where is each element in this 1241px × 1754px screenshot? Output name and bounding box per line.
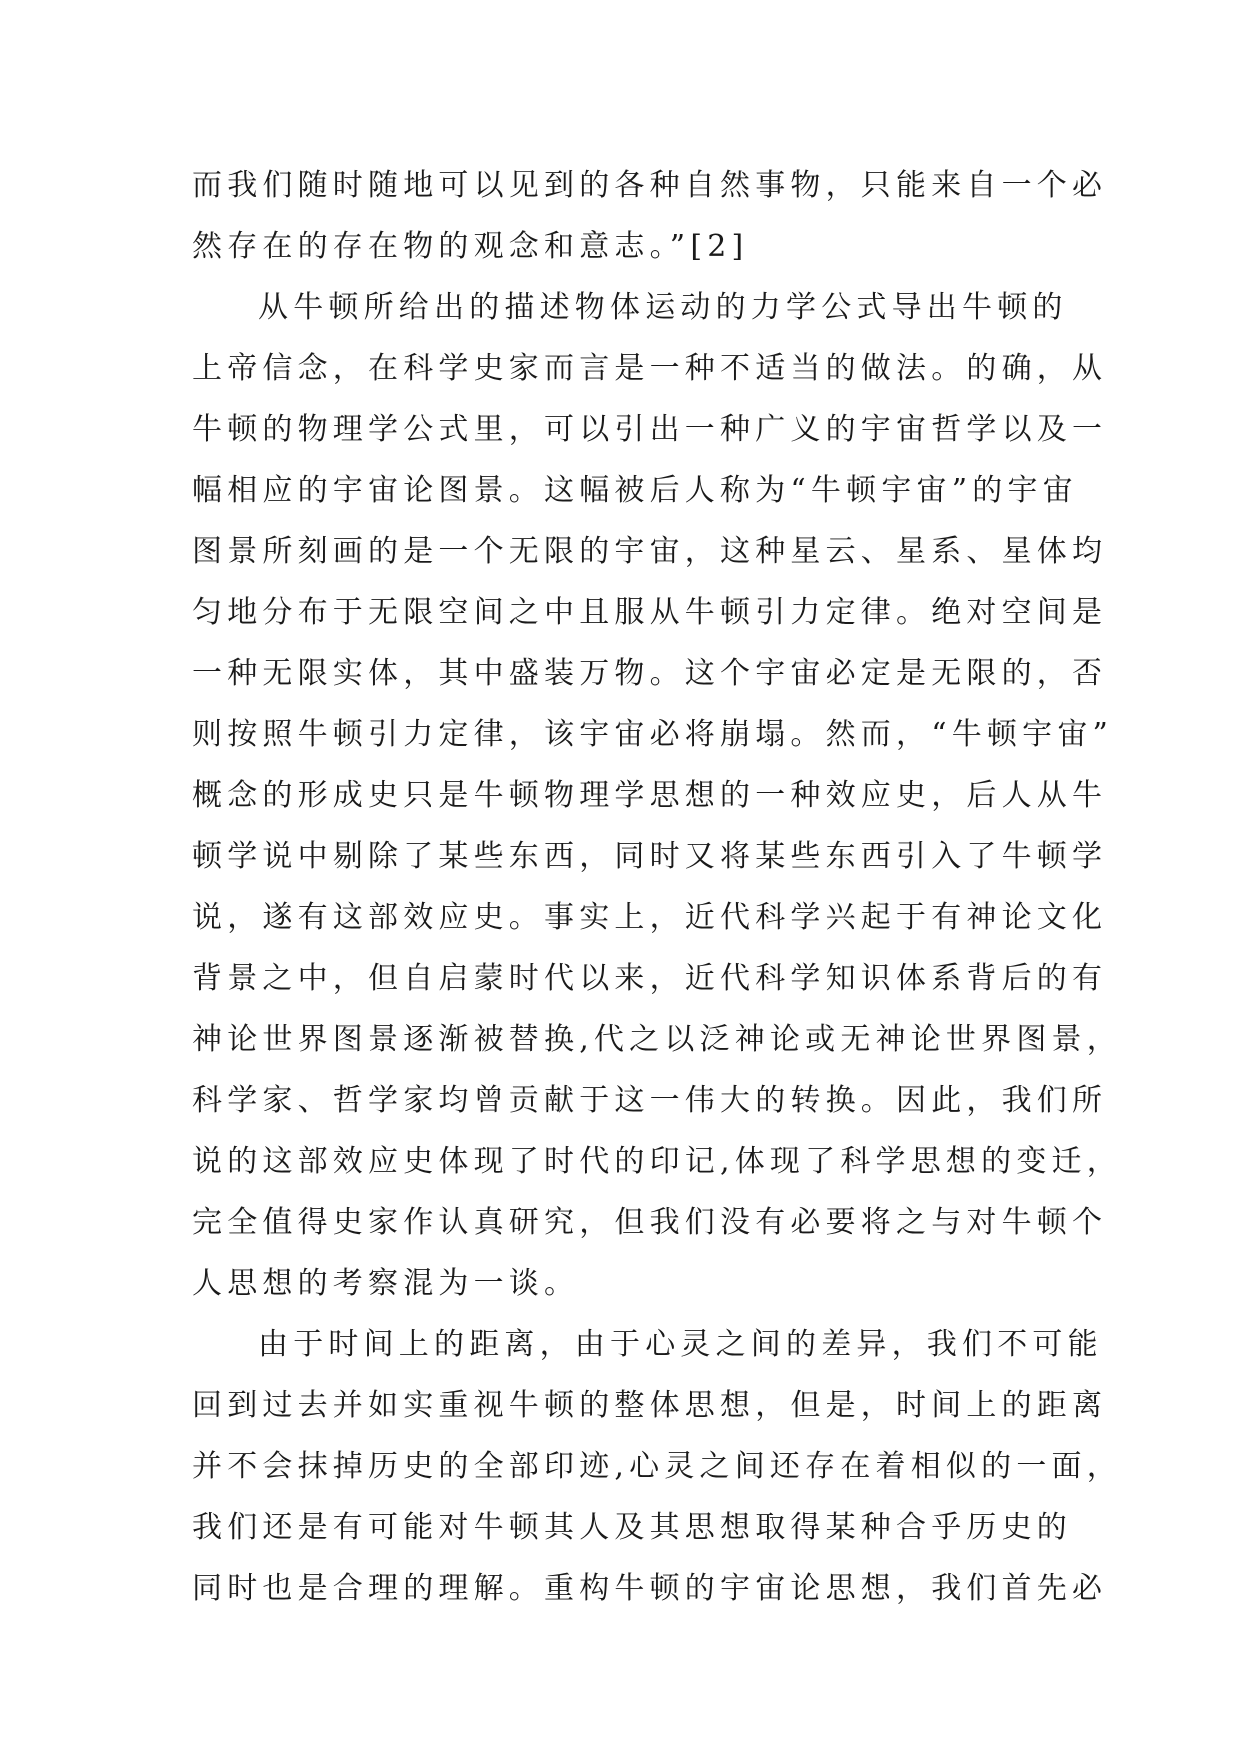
text-line: 则按照牛顿引力定律，该宇宙必将崩塌。然而，“牛顿宇宙” bbox=[192, 717, 1114, 752]
text-line: 由于时间上的距离，由于心灵之间的差异，我们不可能 bbox=[258, 1327, 1103, 1362]
body-text bbox=[192, 155, 1122, 1619]
text-line: 神论世界图景逐渐被替换,代之以泛神论或无神论世界图景， bbox=[192, 1022, 1122, 1057]
text-line: 从牛顿所给出的描述物体运动的力学公式导出牛顿的 bbox=[258, 290, 1068, 325]
text-line: 而我们随时随地可以见到的各种自然事物，只能来自一个必 bbox=[192, 168, 1108, 203]
text-line: 我们还是有可能对牛顿其人及其思想取得某种合乎历史的 bbox=[192, 1510, 1072, 1545]
text-line: 说，遂有这部效应史。事实上，近代科学兴起于有神论文化 bbox=[192, 900, 1108, 935]
text-line: 说的这部效应史体现了时代的印记,体现了科学思想的变迁， bbox=[192, 1144, 1122, 1179]
text-line: 同时也是合理的理解。重构牛顿的宇宙论思想，我们首先必 bbox=[192, 1571, 1108, 1606]
text-line: 背景之中，但自启蒙时代以来，近代科学知识体系背后的有 bbox=[192, 961, 1108, 996]
text-line: 顿学说中剔除了某些东西，同时又将某些东西引入了牛顿学 bbox=[192, 839, 1108, 874]
text-line: 幅相应的宇宙论图景。这幅被后人称为“牛顿宇宙”的宇宙 bbox=[192, 473, 1078, 508]
text-line: 完全值得史家作认真研究，但我们没有必要将之与对牛顿个 bbox=[192, 1205, 1108, 1240]
text-line: 匀地分布于无限空间之中且服从牛顿引力定律。绝对空间是 bbox=[192, 595, 1108, 630]
text-line: 然存在的存在物的观念和意志。”[2] bbox=[192, 229, 749, 264]
text-line: 图景所刻画的是一个无限的宇宙，这种星云、星系、星体均 bbox=[192, 534, 1108, 569]
text-line: 并不会抹掉历史的全部印迹,心灵之间还存在着相似的一面， bbox=[192, 1449, 1122, 1484]
text-line: 人思想的考察混为一谈。 bbox=[192, 1266, 580, 1301]
text-line: 上帝信念，在科学史家而言是一种不适当的做法。的确，从 bbox=[192, 351, 1108, 386]
text-line: 科学家、哲学家均曾贡献于这一伟大的转换。因此，我们所 bbox=[192, 1083, 1108, 1118]
text-line: 概念的形成史只是牛顿物理学思想的一种效应史，后人从牛 bbox=[192, 778, 1108, 813]
text-line: 牛顿的物理学公式里，可以引出一种广义的宇宙哲学以及一 bbox=[192, 412, 1108, 447]
text-line: 回到过去并如实重视牛顿的整体思想，但是，时间上的距离 bbox=[192, 1388, 1108, 1423]
text-line: 一种无限实体，其中盛装万物。这个宇宙必定是无限的，否 bbox=[192, 656, 1108, 691]
